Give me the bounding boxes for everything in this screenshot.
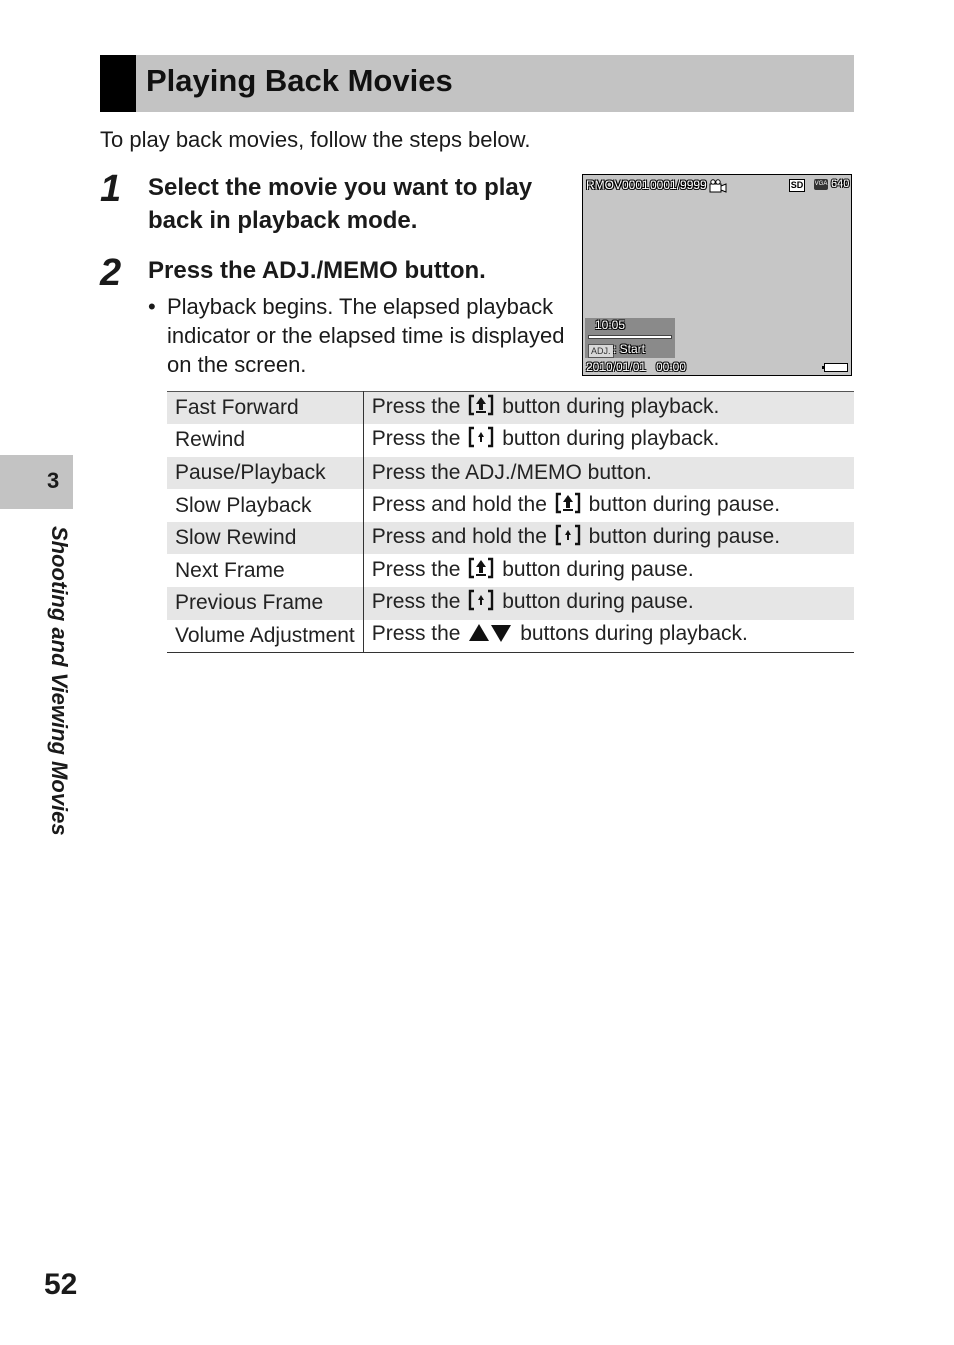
instruction-cell [363,489,854,522]
action-cell: Pause/Playback [167,457,363,490]
adj-button-tag: ADJ. [588,344,614,358]
lcd-image-size: 640 [831,178,850,190]
table-row [167,522,854,555]
lcd-adj-action: : Start [613,342,646,356]
up-down-arrows-icon [468,623,512,649]
instruction-pre: Press and hold the [371,492,547,516]
instruction-post: button during playback. [502,427,720,451]
lcd-file-name: RMOV0001 [586,178,649,192]
instruction-cell [363,392,854,425]
battery-icon [824,363,848,372]
bullet-text: Playback begins. The elapsed playback indicator or the elapsed time is displayed on the screen. [167,294,565,377]
instruction-pre: Press the [371,427,461,451]
wide-zoom-icon [468,589,494,617]
instruction-post: buttons during playback. [520,622,748,646]
lcd-time: 00:00 [656,360,687,374]
lcd-file-counter: 0001/9999 [650,178,707,192]
camera-lcd-screen [582,174,852,376]
bullet-dot: • [148,294,156,319]
instruction-cell [363,620,854,653]
tele-zoom-icon [468,557,494,585]
instruction-cell [363,522,854,555]
table-row [167,620,854,653]
instruction-cell [363,587,854,620]
elapsed-indicator-box [585,318,675,358]
instruction-pre: Press the [371,395,461,419]
instruction-pre: Press the [371,557,461,581]
instruction-post: button during playback. [502,395,720,419]
playback-operations-table [167,391,854,653]
step-1-number: 1 [100,168,122,210]
wide-zoom-icon [555,524,581,552]
table-row [167,489,854,522]
action-cell: Volume Adjustment [167,620,363,653]
action-cell: Slow Playback [167,489,363,522]
chapter-number: 3 [47,468,60,493]
instruction-pre: Press and hold the [371,525,547,549]
instruction-post: button during pause. [502,557,694,581]
instruction-cell [363,457,854,490]
chapter-tab [0,455,73,509]
tele-zoom-icon [468,394,494,422]
section-title-bar [100,55,854,112]
table-row [167,457,854,490]
instruction-post: button during pause. [502,590,694,614]
instruction-pre: Press the [371,590,461,614]
instruction-cell [363,424,854,457]
page-number: 52 [44,1268,78,1301]
action-cell: Next Frame [167,554,363,587]
step-1-line-2: back in playback mode. [148,207,418,234]
table-row [167,587,854,620]
action-cell: Slow Rewind [167,522,363,555]
page-title: Playing Back Movies [146,63,453,98]
action-cell: Previous Frame [167,587,363,620]
wide-zoom-icon [468,426,494,454]
instruction-post: button during pause. [588,492,781,516]
table-row [167,554,854,587]
instruction-pre: Press the [371,622,461,646]
sd-card-icon: SD [790,180,804,190]
instruction-post: button during pause. [588,525,781,549]
title-accent-block [100,55,136,112]
step-2-text: Press the ADJ./MEMO button. [148,257,486,284]
playback-progress-bar [588,335,672,339]
lcd-date: 2010/01/01 [586,360,647,374]
table-row [167,424,854,457]
tele-zoom-icon [555,492,581,520]
instruction-cell [363,554,854,587]
movie-camera-icon [709,179,727,193]
vga-badge-icon: VGA [814,179,828,190]
step-1-line-1: Select the movie you want to play [148,174,533,201]
chapter-title: Shooting and Viewing Movies [47,526,72,836]
table-row [167,392,854,425]
instruction-pre: Press the ADJ./MEMO button. [371,460,652,484]
intro-text: To play back movies, follow the steps below. [100,127,531,152]
action-cell: Fast Forward [167,392,363,425]
lcd-elapsed-time: 10:05 [595,318,626,332]
action-cell: Rewind [167,424,363,457]
step-1-text [148,171,532,237]
step-2-number: 2 [100,252,122,294]
